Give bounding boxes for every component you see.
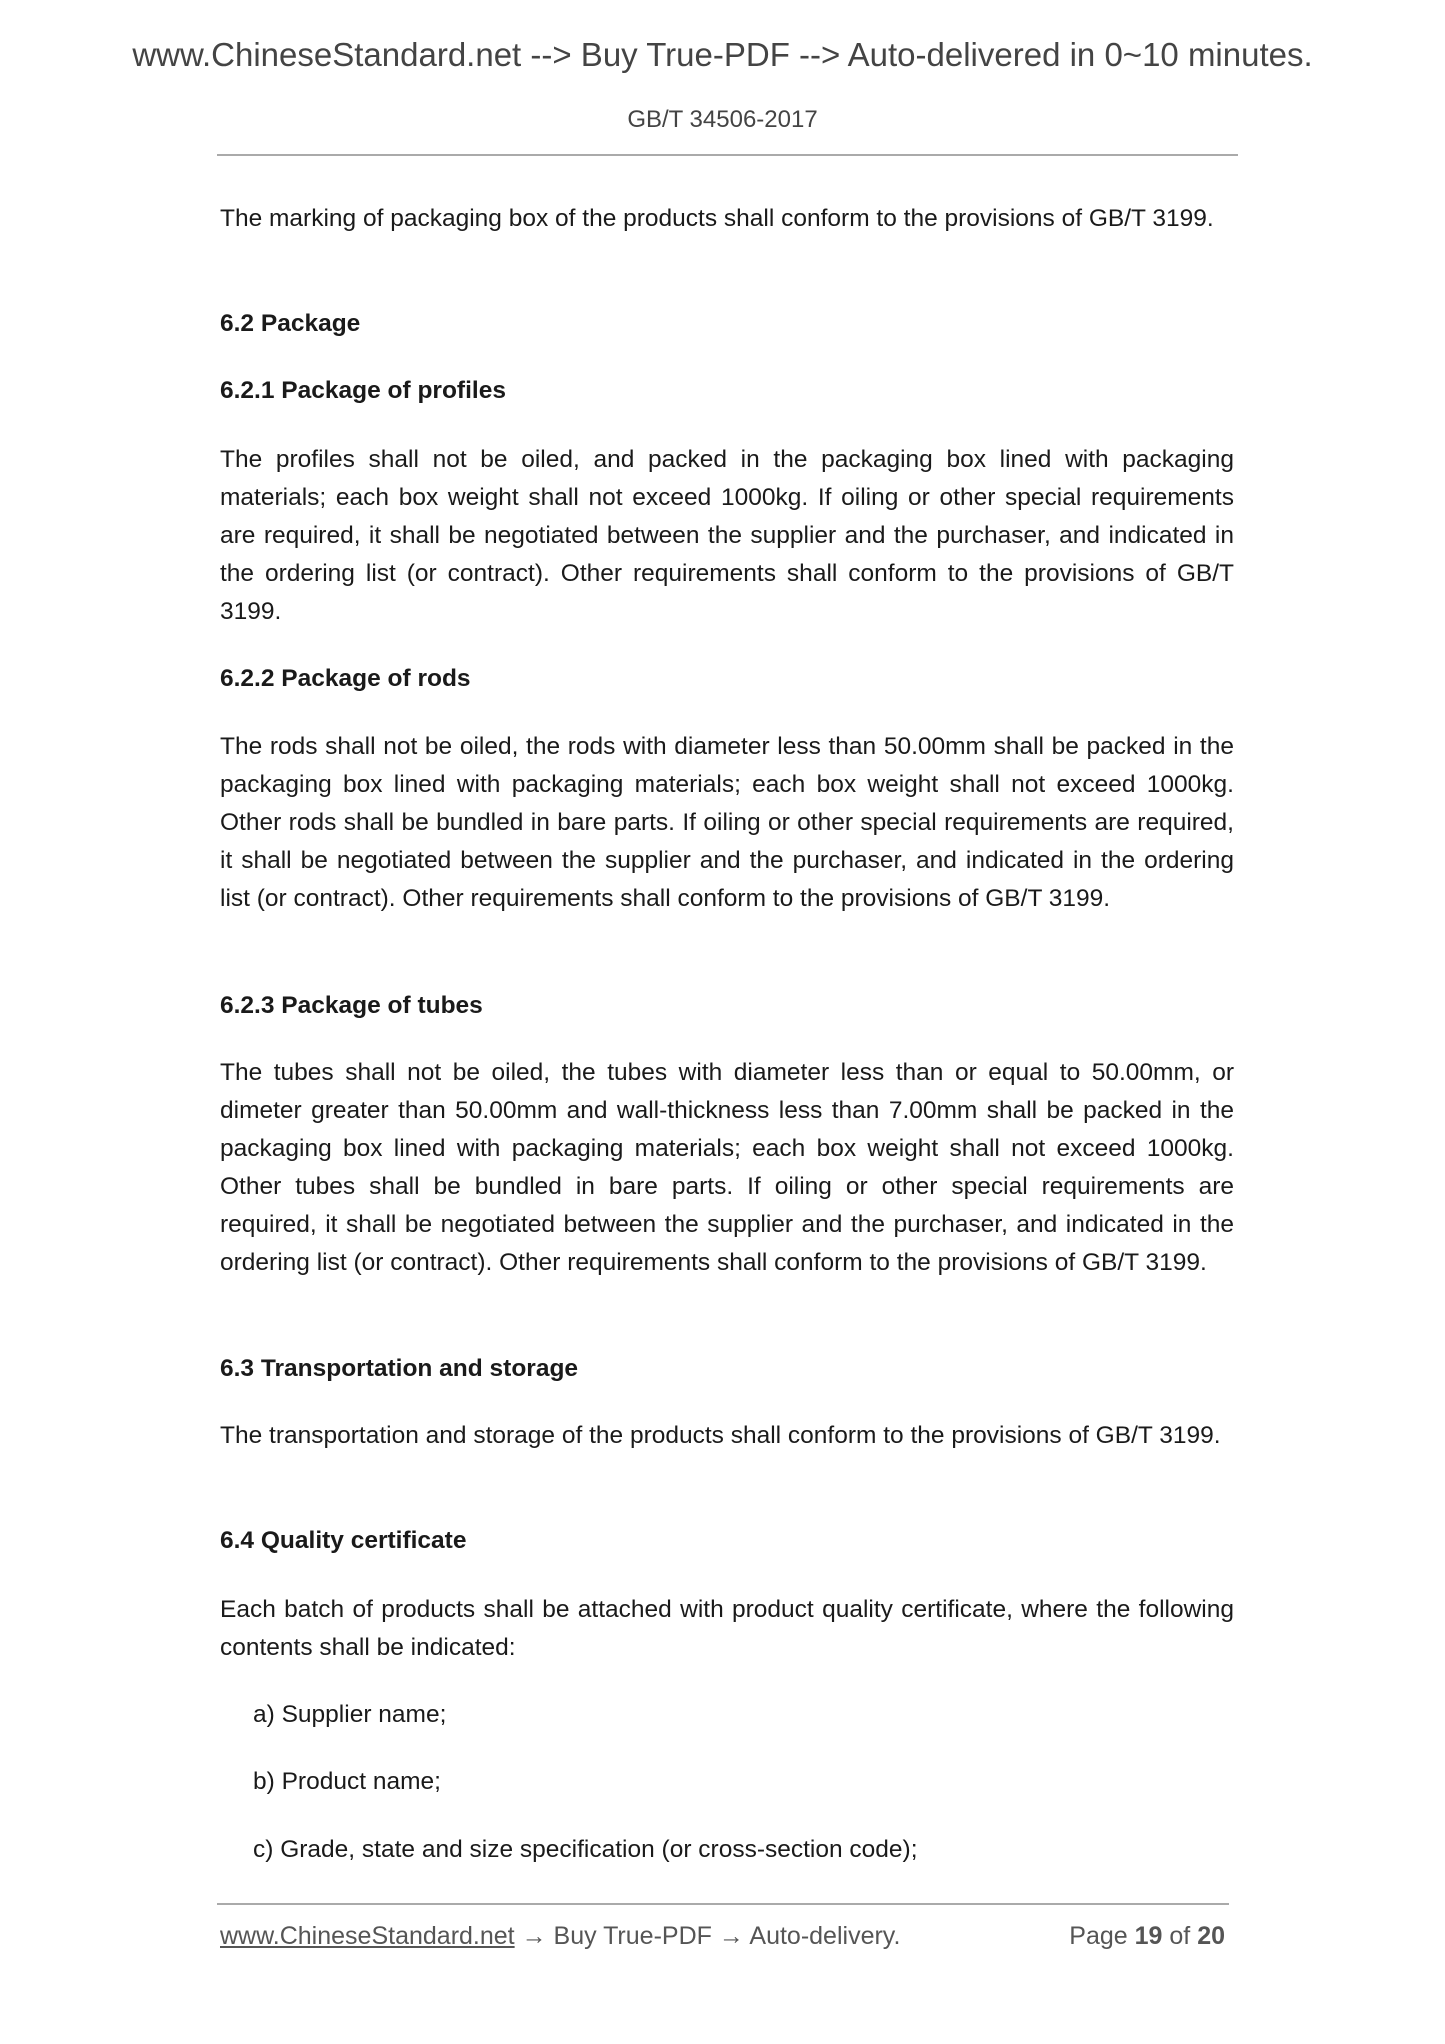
header-divider [217,154,1238,156]
footer [220,1922,1225,1951]
header-banner: www.ChineseStandard.net --> Buy True-PDF --> Auto-delivered in 0~10 minutes. [132,36,1313,73]
footer-site-link[interactable]: www.ChineseStandard.net [220,1922,515,1950]
list-item: c) Grade, state and size specification (or cross-section code); [253,1836,918,1863]
footer-promo [220,1922,900,1951]
page-indicator [1069,1922,1225,1951]
paragraph-tubes: The tubes shall not be oiled, the tubes with diameter less than or equal to 50.00mm, or dimeter greater than 50.00mm and wall-thickness less than 7.00mm shall be packed in the packaging box lined with packaging materials; each box weight shall not exceed 1000kg. Other tubes shall be bundled in bare parts. If oiling or other special requirements are required, it shall be negotiated between the supplier and the purchaser, and indicated in the ordering list (or contract). Other requirements shall conform to the provisions of GB/T 3199. [220,1059,1234,1276]
document-code: GB/T 34506-2017 [627,106,818,133]
heading-6-3: 6.3 Transportation and storage [220,1355,579,1382]
heading-6-2: 6.2 Package [220,310,361,337]
heading-6-4: 6.4 Quality certificate [220,1527,467,1554]
heading-6-2-1: 6.2.1 Package of profiles [220,377,506,404]
paragraph-marking: The marking of packaging box of the products shall conform to the provisions of GB/T 3199. [220,205,1214,232]
heading-6-2-3: 6.2.3 Package of tubes [220,992,483,1019]
paragraph-certificate: Each batch of products shall be attached with product quality certificate, where the following contents shall be indicated: [220,1596,1234,1661]
list-item: a) Supplier name; [253,1701,447,1728]
paragraph-rods: The rods shall not be oiled, the rods with diameter less than 50.00mm shall be packed in the packaging box lined with packaging materials; each box weight shall not exceed 1000kg. Other rods shall be bundled in bare parts. If oiling or other special requirements are required, it shall be negotiated between the supplier and the purchaser, and indicated in the ordering list (or contract). Other requirements shall conform to the provisions of GB/T 3199. [220,733,1234,912]
of-label: of [1169,1922,1191,1950]
paragraph-profiles: The profiles shall not be oiled, and packed in the packaging box lined with packaging materials; each box weight shall not exceed 1000kg. If oiling or other special requirements are required, it shall be negotiated between the supplier and the purchaser, and indicated in the ordering list (or contract). Other requirements shall conform to the provisions of GB/T 3199. [220,446,1234,625]
heading-6-2-2: 6.2.2 Package of rods [220,665,471,692]
current-page: 19 [1134,1922,1163,1950]
list-item: b) Product name; [253,1768,441,1795]
page-label: Page [1069,1922,1128,1950]
total-pages: 20 [1197,1922,1225,1950]
footer-promo-text: → Buy True-PDF → Auto-delivery. [514,1922,901,1950]
paragraph-transport: The transportation and storage of the products shall conform to the provisions of GB/T 3199. [220,1422,1221,1449]
footer-divider [217,1903,1229,1905]
